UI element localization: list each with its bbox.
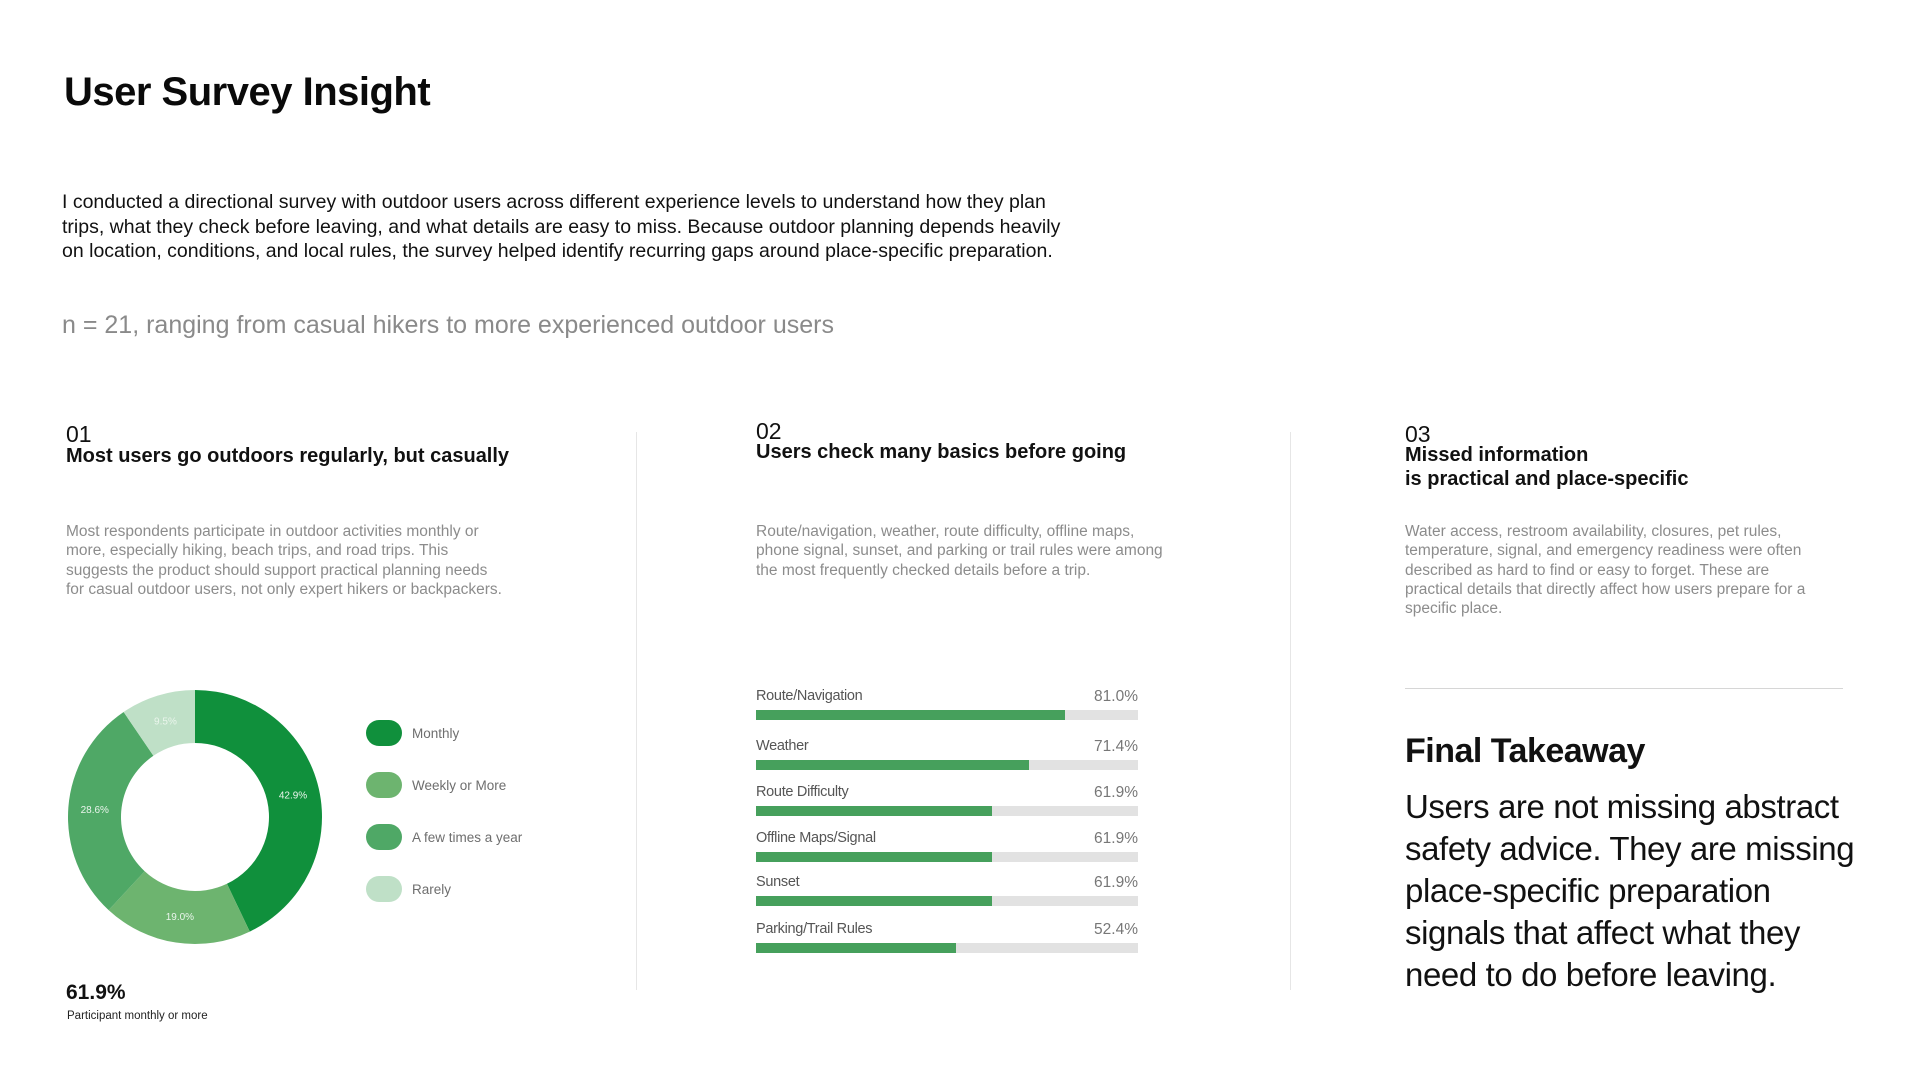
page-title: User Survey Insight xyxy=(64,70,431,114)
donut-legend xyxy=(366,720,522,902)
legend-label: Monthly xyxy=(412,725,460,741)
bar-row xyxy=(756,784,1138,818)
bar-row xyxy=(756,688,1138,722)
insight-number-03: 03 xyxy=(1405,421,1431,447)
legend-label: Weekly or More xyxy=(412,777,507,793)
bar-row xyxy=(756,830,1138,864)
bar-label: Weather xyxy=(756,738,809,754)
bar-track xyxy=(756,943,1138,953)
section-divider xyxy=(1405,688,1843,689)
stat-caption: Participant monthly or more xyxy=(67,1010,208,1022)
bar-value-label: 61.9% xyxy=(1094,874,1138,891)
insight-number-02: 02 xyxy=(756,418,782,444)
insight-description-02: Route/navigation, weather, route difficulty, offline maps, phone signal, sunset, and parking or trail rules were among the most frequently checked details before a trip. xyxy=(756,523,1163,579)
bar-row xyxy=(756,874,1138,908)
takeaway-title: Final Takeaway xyxy=(1405,732,1645,770)
insight-heading-03-line2: is practical and place-specific xyxy=(1405,468,1689,490)
bar-value-label: 61.9% xyxy=(1094,784,1138,801)
bar-fill xyxy=(756,852,992,862)
insight-heading-02: Users check many basics before going xyxy=(756,441,1127,463)
bar-fill xyxy=(756,943,956,953)
bar-track xyxy=(756,710,1138,720)
takeaway-body: Users are not missing abstract safety advice. They are missing place-specific preparation signals that affect what they need to do before leaving. xyxy=(1405,788,1855,993)
frequency-donut-chart xyxy=(60,682,330,952)
bar-fill xyxy=(756,896,992,906)
insight-description-03: Water access, restroom availability, closures, pet rules, temperature, signal, and emergency readiness were often described as hard to find or easy to forget. These are practical details that directly affect how users prepare for a specific place. xyxy=(1405,523,1806,618)
insight-heading-03-line1: Missed information xyxy=(1405,444,1589,466)
legend-swatch-monthly xyxy=(366,720,402,746)
sample-size-note: n = 21, ranging from casual hikers to more experienced outdoor users xyxy=(62,311,834,339)
bar-value-label: 52.4% xyxy=(1094,921,1138,938)
column-divider xyxy=(1290,432,1291,990)
stat-value: 61.9% xyxy=(66,981,126,1004)
bar-row xyxy=(756,738,1138,772)
bar-fill xyxy=(756,710,1065,720)
bar-track xyxy=(756,852,1138,862)
bar-track xyxy=(756,760,1138,770)
intro-paragraph: I conducted a directional survey with outdoor users across different experience levels to understand how they plan trips, what they check before leaving, and what details are easy to miss. Because outdoor planning depends heavily on location, conditions, and local rules, the survey helped identify recurring gaps around place-specific preparation. xyxy=(62,191,1061,262)
legend-item-few-times-a-year xyxy=(366,824,522,850)
bar-value-label: 71.4% xyxy=(1094,738,1138,755)
donut-slice-label: 19.0% xyxy=(165,911,195,923)
bar-label: Offline Maps/Signal xyxy=(756,830,876,846)
insight-description-01: Most respondents participate in outdoor activities monthly or more, especially hiking, beach trips, and road trips. This suggests the product should support practical planning needs for casual outdoor users, not only expert hikers or backpackers. xyxy=(66,523,502,598)
donut-slice-label: 28.6% xyxy=(80,804,109,816)
insight-heading-01: Most users go outdoors regularly, but casually xyxy=(66,445,510,467)
legend-label: Rarely xyxy=(412,881,452,897)
bar-row xyxy=(756,921,1138,955)
legend-swatch-weekly xyxy=(366,772,402,798)
bar-label: Route Difficulty xyxy=(756,784,849,800)
legend-item-monthly xyxy=(366,720,522,746)
donut-slice-label: 9.5% xyxy=(154,716,177,728)
legend-swatch-few-times-a-year xyxy=(366,824,402,850)
bar-track xyxy=(756,806,1138,816)
bar-track xyxy=(756,896,1138,906)
legend-swatch-rarely xyxy=(366,876,402,902)
bar-value-label: 61.9% xyxy=(1094,830,1138,847)
bar-label: Sunset xyxy=(756,874,800,890)
bar-label: Route/Navigation xyxy=(756,688,863,704)
legend-item-weekly xyxy=(366,772,522,798)
bar-label: Parking/Trail Rules xyxy=(756,921,873,937)
column-divider xyxy=(636,432,637,990)
legend-label: A few times a year xyxy=(412,829,523,845)
insight-number-01: 01 xyxy=(66,421,92,447)
bar-fill xyxy=(756,760,1029,770)
bar-value-label: 81.0% xyxy=(1094,688,1138,705)
legend-item-rarely xyxy=(366,876,522,902)
bar-fill xyxy=(756,806,992,816)
donut-slice-label: 42.9% xyxy=(278,790,308,802)
